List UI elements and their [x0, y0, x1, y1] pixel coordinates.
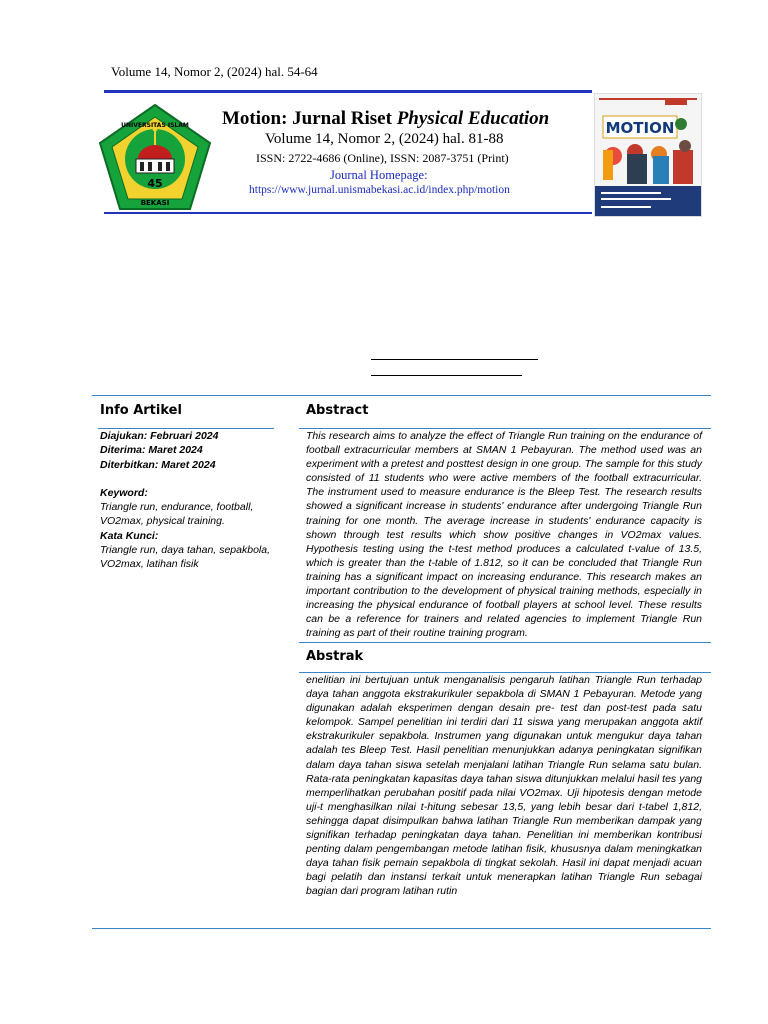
kata-kunci-label: Kata Kunci:: [100, 529, 159, 542]
journal-issn: ISSN: 2722-4686 (Online), ISSN: 2087-3751 (Print): [256, 151, 509, 165]
abstract-bottom-rule: [299, 642, 711, 643]
running-header: Volume 14, Nomor 2, (2024) hal. 54-64: [111, 64, 318, 79]
article-info: [100, 429, 270, 571]
section-bottom-rule: [92, 928, 711, 929]
abstrak-text: enelitian ini bertujuan untuk menganalisis pengaruh latihan Triangle Run terhadap daya tahan anggota ekstrakurikuler sepakbola di SMAN 1 Pebayuran. Metode yang digunakan adalah eksperimen dengan desain pre- test dan post-test pada satu kelompok. Sampel penelitian ini terdiri dari 11 siswa yang merupakan anggota aktif ekstrakurikuler sepakbola. Instrumen yang digunakan untuk mengukur daya tahan adalah tes Bleep Test. Hasil penelitian menunjukkan adanya peningkatan signifikan dalam daya tahan siswa setelah menjalani latihan Triangle Run selama satu bulan. Rata-rata peningkatan kapasitas daya tahan siswa ditunjukkan melalui hasil tes yang memperlihatkan perubahan positif pada nilai VO2max. Uji hipotesis dengan metode uji-t menghasilkan nilai t-hitung sebesar 13,5, yang lebih besar dari t-tabel 1,812, sehingga dapat disimpulkan bahwa latihan Triangle Run memberikan dampak yang signifikan terhadap peningkatan daya tahan. Penelitian ini memberikan kontribusi penting dalam pengembangan metode latihan fisik, khususnya dalam meningkatkan daya tahan fisik pemain sepakbola di tingkat sekolah. Hasil ini dapat menjadi acuan bagi pelatih dan instansi terkait untuk menerapkan latihan Triangle Run sebagai bagian dari program latihan rutin: [306, 674, 702, 898]
journal-cover-image: [594, 93, 702, 217]
keywords: Triangle run, endurance, football, VO2max, physical training.: [100, 501, 254, 528]
title-underline: [371, 375, 522, 376]
university-logo: [98, 103, 213, 213]
abstract-heading: Abstract: [306, 403, 369, 418]
info-heading: Info Artikel: [100, 403, 182, 418]
logo-bottom-text: BEKASI: [140, 199, 170, 207]
section-top-rule: [92, 395, 711, 396]
journal-volume: Volume 14, Nomor 2, (2024) hal. 81-88: [265, 131, 504, 147]
submitted-date: Diajukan: Februari 2024: [100, 430, 219, 442]
header-top-rule: [104, 90, 592, 93]
header-bottom-rule: [104, 212, 592, 214]
kata-kunci: Triangle run, daya tahan, sepakbola, VO2max, latihan fisik: [100, 544, 270, 571]
keyword-label: Keyword:: [100, 486, 148, 499]
journal-homepage-link[interactable]: https://www.jurnal.unismabekasi.ac.id/index.php/motion: [249, 184, 510, 196]
cover-title: MOTION: [605, 119, 675, 137]
title-underline: [371, 359, 538, 360]
journal-title: Motion: Jurnal Riset Physical Education: [222, 108, 550, 129]
abstract-text: This research aims to analyze the effect of Triangle Run training on the endurance of football extracurricular members at SMAN 1 Pebayuran. The method used was an experiment with a pretest and posttest design in one group. The sample for this study consisted of 11 students who were active members of the football extracurricular. The instrument used to measure endurance is the Bleep Test. The research results showed a significant increase in students' endurance after undergoing Triangle Run training for one month. The average increase in students' endurance capacity is shown through test results which show positive changes in VO2max values. Hypothesis testing using the t-test method produces a calculated t-value of 13.5, which is greater than the t-table of 1.812, so it can be concluded that Triangle Run training has a significant impact on increasing endurance. This research makes an important contribution to the development of physical training methods, especially in increasing the physical endurance of football players at school level. These results can be a reference for trainers and related agencies to implement Triangle Run training as part of their routine training program.: [306, 430, 702, 640]
logo-top-text: UNIVERSITAS ISLAM: [121, 122, 189, 129]
journal-homepage-label: Journal Homepage:: [330, 168, 428, 182]
accepted-date: Diterima: Maret 2024: [100, 444, 203, 457]
logo-number: 45: [147, 177, 163, 190]
abstrak-heading: Abstrak: [306, 649, 364, 664]
published-date: Diterbitkan: Maret 2024: [100, 458, 216, 471]
